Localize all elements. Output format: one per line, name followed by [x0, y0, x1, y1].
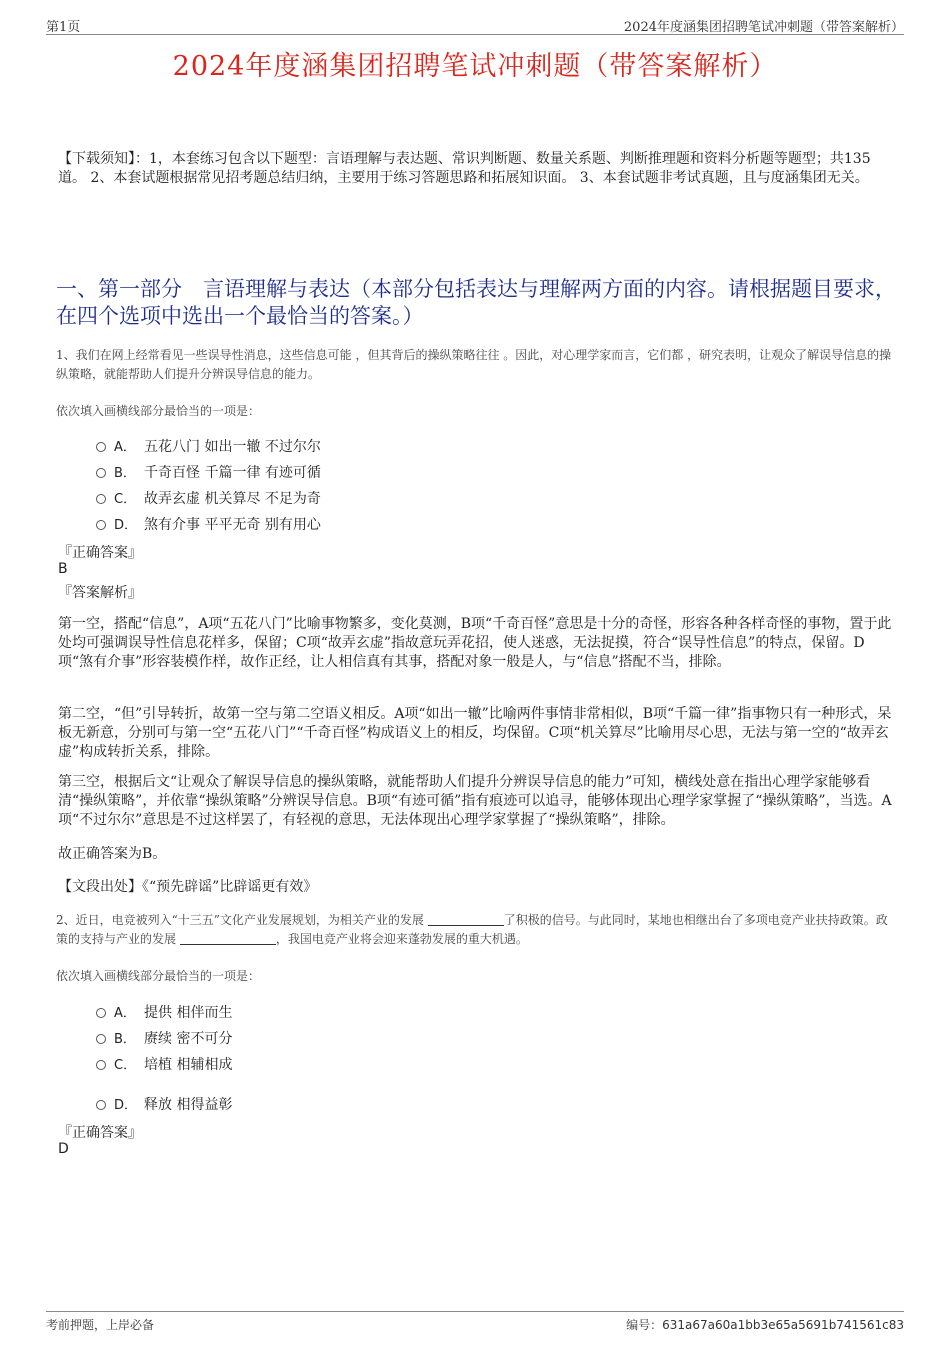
radio-icon[interactable] [96, 442, 106, 452]
footer-slogan: 考前押题，上岸必备 [46, 1318, 155, 1332]
question-2-answer-label: 『正确答案』 [58, 1125, 142, 1141]
document-title: 2024年度涵集团招聘笔试冲刺题（带答案解析） [172, 51, 778, 82]
question-2-option-a[interactable]: A． 提供 相伴而生 [96, 1002, 232, 1022]
question-1-answer: B [58, 561, 68, 577]
page-footer [46, 1311, 904, 1336]
question-1-option-b[interactable]: B． 千奇百怪 千篇一律 有迹可循 [96, 462, 321, 482]
radio-icon[interactable] [96, 1060, 106, 1070]
fill-blank-2 [180, 932, 276, 945]
question-1-analysis-para-2: 第二空，“但”引导转折，故第一空与第二空语义相反。A项“如出一辙”比喻两件事情非常相似，B项“千篇一律”指事物只有一种形式，呆板无新意，分别可与第一空“五花八门”“千奇百怪”构成语义上的相反，均保留。C项“机关算尽”比喻用尽心思，无法与第一空的“故弄玄虚”构成转折关系，排除。 [58, 706, 892, 760]
download-notice: 【下载须知】：1，本套练习包含以下题型：言语理解与表达题、常识判断题、数量关系题、判断推理题和资料分析题等题型；共135道。 2、本套试题根据常见招考题总结归纳，主要用于练习答题思路和拓展知识面。 3、本套试题非考试真题，且与度涵集团无关。 [58, 151, 871, 186]
section-heading: 一、第一部分 言语理解与表达（本部分包括表达与理解两方面的内容。请根据题目要求，在四个选项中选出一个最恰当的答案。） [56, 277, 896, 328]
question-2-option-d[interactable]: D． 释放 相得益彰 [96, 1094, 232, 1114]
radio-icon[interactable] [96, 468, 106, 478]
question-2-option-b[interactable]: B． 赓续 密不可分 [96, 1028, 232, 1048]
header-doc-title: 2024年度涵集团招聘笔试冲刺题（带答案解析） [623, 20, 904, 35]
page-header [46, 14, 904, 35]
question-1-analysis-para-3: 第三空，根据后文“让观众了解误导信息的操纵策略，就能帮助人们提升分辨误导信息的能力”可知，横线处意在指出心理学家能够看清“操纵策略”，并依靠“操纵策略”分辨误导信息。B项“有迹可循”指有痕迹可以追寻，能够体现出心理学家掌握了“操纵策略”，当选。A项“不过尔尔”意思是不过这样罢了，有轻视的意思，无法体现出心理学家掌握了“操纵策略”，排除。 [58, 774, 892, 828]
question-2-text: 2、近日，电竞被列入“十三五”文化产业发展规划，为相关产业的发展 了积极的信号。与此同时，某地也相继出台了多项电竞产业扶持政策。政策的支持与产业的发展 ，我国电竞产业将会迎来蓬勃发展的重大机遇。 [56, 913, 888, 946]
question-1-option-c[interactable]: C． 故弄玄虚 机关算尽 不足为奇 [96, 488, 321, 508]
radio-icon[interactable] [96, 1008, 106, 1018]
question-1-source: 【文段出处】《“预先辟谣”比辟谣更有效》 [58, 879, 318, 895]
radio-icon[interactable] [96, 1100, 106, 1110]
question-1-analysis-conclusion: 故正确答案为B。 [58, 846, 167, 862]
page-number: 第1页 [46, 20, 81, 35]
question-1-option-a[interactable]: A． 五花八门 如出一辙 不过尔尔 [96, 436, 321, 456]
radio-icon[interactable] [96, 1034, 106, 1044]
question-1-analysis-para-1: 第一空，搭配“信息”，A项“五花八门”比喻事物繁多，变化莫测，B项“千奇百怪”意思是十分的奇怪，形容各种各样奇怪的事物，置于此处均可强调误导性信息花样多，保留；C项“故弄玄虚”指故意玩弄花招，使人迷惑，无法捉摸，符合“误导性信息”的特点，保留。D项“煞有介事”形容装模作样，故作正经，让人相信真有其事，搭配对象一般是人，与“信息”搭配不当，排除。 [58, 616, 892, 670]
question-2-prompt: 依次填入画横线部分最恰当的一项是： [56, 969, 261, 983]
radio-icon[interactable] [96, 494, 106, 504]
question-1-option-d[interactable]: D． 煞有介事 平平无奇 别有用心 [96, 514, 321, 534]
radio-icon[interactable] [96, 520, 106, 530]
footer-code: 编号：631a67a60a1bb3e65a5691b741561c83 [626, 1318, 904, 1332]
question-1-text: 1、我们在网上经常看见一些误导性消息，这些信息可能 ，但其背后的操纵策略往往 。因此，对心理学家而言，它们都 ，研究表明，让观众了解误导信息的操纵策略，就能帮助人们提升分辨误导信息的能力。 [56, 348, 892, 381]
question-1-answer-label: 『正确答案』 [58, 545, 142, 561]
fill-blank-1 [428, 913, 504, 926]
question-2-answer: D [58, 1141, 69, 1157]
question-1-prompt: 依次填入画横线部分最恰当的一项是： [56, 404, 261, 418]
question-1-analysis-label: 『答案解析』 [58, 585, 142, 601]
question-2-option-c[interactable]: C． 培植 相辅相成 [96, 1054, 232, 1074]
